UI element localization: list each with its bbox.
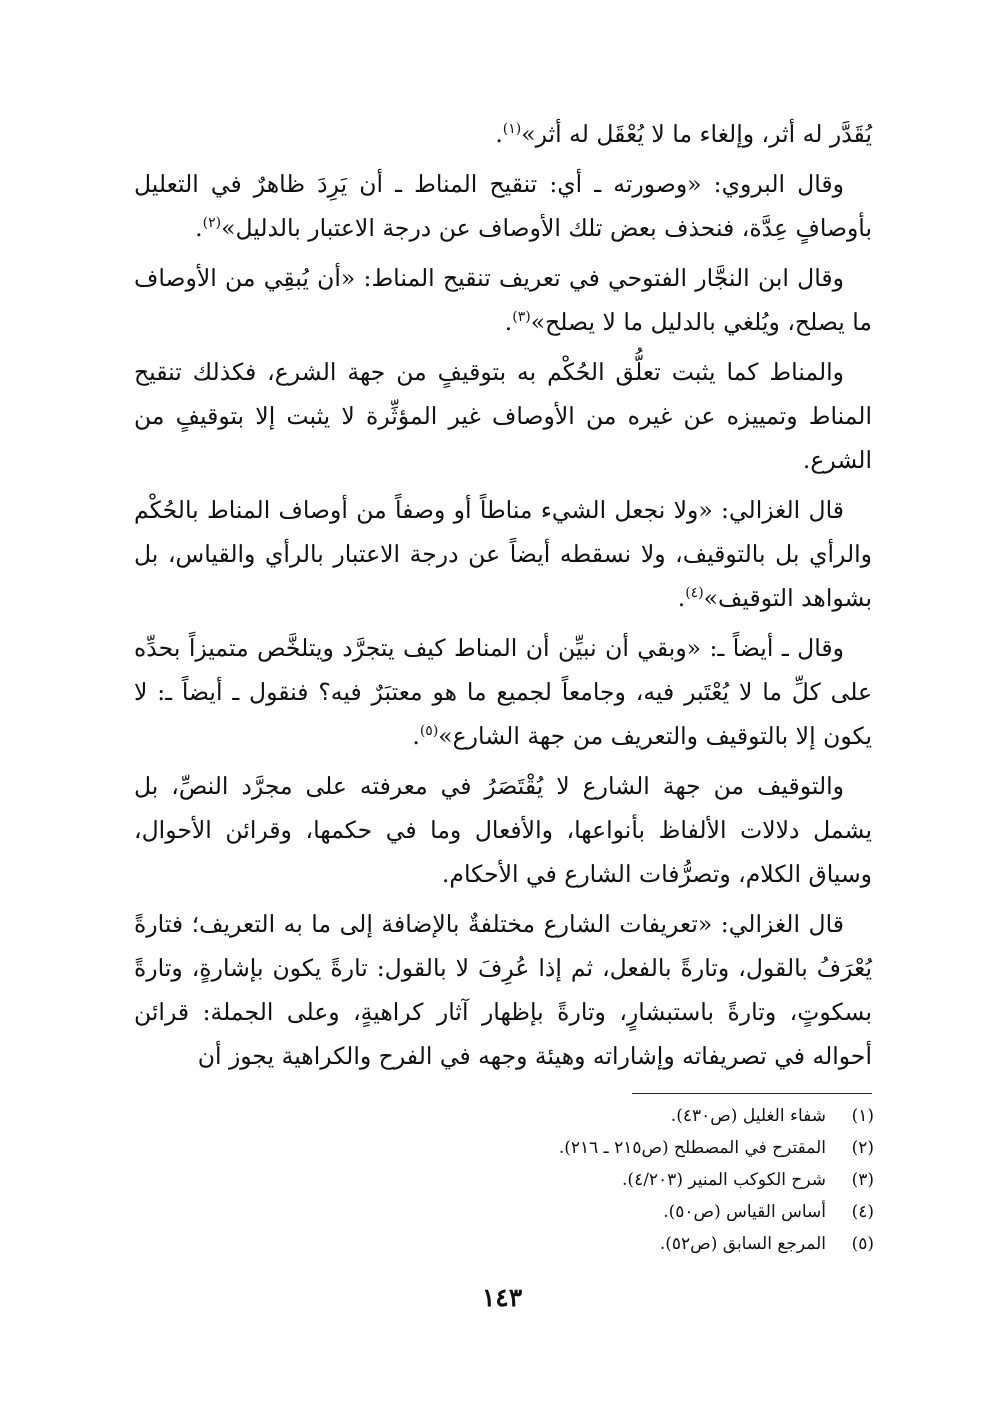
paragraph-text: وقال البروي: «وصورته ـ أي: تنقيح المناط ـ أن يَرِدَ ظاهرٌ في التعليل بأوصافٍ عِدَّة، فنحذف بعض تلك الأوصاف عن درجة الاعتبار بالدليل» <box>134 170 872 242</box>
paragraph-tail: . <box>495 120 503 148</box>
paragraph-tail: . <box>412 722 420 750</box>
paragraph-5 <box>134 488 872 620</box>
footnote-text: شفاء الغليل (ص٤٣٠). <box>670 1106 826 1126</box>
footnotes <box>136 1100 874 1260</box>
footnote-ref: (٣) <box>512 309 531 326</box>
paragraph-6 <box>134 626 872 758</box>
footnote-text: أساس القياس (ص٥٠). <box>663 1202 826 1222</box>
paragraph-text: وقال ـ أيضاً ـ: «وبقي أن نبيِّن أن المناط كيف يتجرَّد ويتلخَّص متميزاً بحدِّه على كلِّ ما لا يُعْتَبر فيه، وجامعاً لجميع ما هو معتبَرٌ فيه؟ فنقول ـ أيضاً ـ: لا يكون إلا بالتوقيف والتعريف من جهة الشارع» <box>134 634 872 750</box>
footnote-4 <box>136 1196 874 1228</box>
footnote-number: (٢) <box>851 1138 874 1158</box>
paragraph-1 <box>134 112 872 156</box>
footnote-1 <box>136 1100 874 1132</box>
footnote-number: (٣) <box>851 1170 874 1190</box>
page-number: ١٤٣ <box>481 1283 523 1312</box>
paragraph-text: قال الغزالي: «ولا نجعل الشيء مناطاً أو وصفاً من أوصاف المناط بالحُكْم والرأي بل بالتوقيف، ولا نسقطه أيضاً عن درجة الاعتبار بالرأي والقياس، بل بشواهد التوقيف» <box>134 496 872 612</box>
footnote-5 <box>136 1228 874 1260</box>
paragraph-3 <box>134 256 872 344</box>
footnote-ref: (٢) <box>202 215 222 232</box>
paragraph-text: وقال ابن النجَّار الفتوحي في تعريف تنقيح المناط: «أن يُبقِي من الأوصاف ما يصلح، ويُلغي بالدليل ما لا يصلح» <box>134 264 872 336</box>
paragraph-tail: . <box>677 584 686 612</box>
footnote-divider <box>632 1093 872 1094</box>
paragraph-2 <box>134 162 872 250</box>
footnote-ref: (٥) <box>419 723 439 740</box>
paragraph-tail: . <box>504 308 513 336</box>
footnote-3 <box>136 1164 874 1196</box>
footnote-number: (٤) <box>851 1202 874 1222</box>
main-text <box>134 112 872 1084</box>
paragraph-text: والتوقيف من جهة الشارع لا يُقْتَصَرُ في معرفته على مجرَّد النصِّ، بل يشمل دلالات الألفاظ بأنواعها، والأفعال وما في حكمها، وقرائن الأحوال، وسياق الكلام، وتصرُّفات الشارع في الأحكام. <box>134 772 872 888</box>
paragraph-text: قال الغزالي: «تعريفات الشارع مختلفةٌ بالإضافة إلى ما به التعريف؛ فتارةً يُعْرَفُ بالقول، وتارةً بالفعل، ثم إذا عُرِفَ لا بالقول: تارةً يكون بإشارةٍ، وتارةً بسكوتٍ، وتارةً باستبشارٍ، وتارةً بإظهار آثار كراهيةٍ، وعلى الجملة: قرائن أحواله في تصريفاته وإشاراته وهيئة وجهه في الفرح والكراهية يجوز أن <box>134 910 872 1070</box>
paragraph-4 <box>134 350 872 482</box>
paragraph-8 <box>134 902 872 1078</box>
footnote-text: المقترح في المصطلح (ص٢١٥ ـ ٢١٦). <box>558 1138 826 1158</box>
footnote-ref: (١) <box>502 121 522 138</box>
footnote-text: المرجع السابق (ص٥٢). <box>659 1234 826 1254</box>
paragraph-tail: . <box>195 214 203 242</box>
paragraph-7 <box>134 764 872 896</box>
paragraph-text: يُقَدَّر له أثر، وإلغاء ما لا يُعْقَل له أثر» <box>521 120 872 148</box>
footnote-2 <box>136 1132 874 1164</box>
footnote-ref: (٤) <box>685 585 704 602</box>
paragraph-text: والمناط كما يثبت تعلُّق الحُكْم به بتوقيفٍ من جهة الشرع، فكذلك تنقيح المناط وتمييزه عن غيره من الأوصاف غير المؤثِّرة لا يثبت إلا بتوقيفٍ من الشرع. <box>134 358 872 474</box>
footnote-number: (٥) <box>851 1234 874 1254</box>
footnote-number: (١) <box>851 1106 874 1126</box>
footnote-text: شرح الكوكب المنير (٤/٢٠٣). <box>622 1170 826 1190</box>
